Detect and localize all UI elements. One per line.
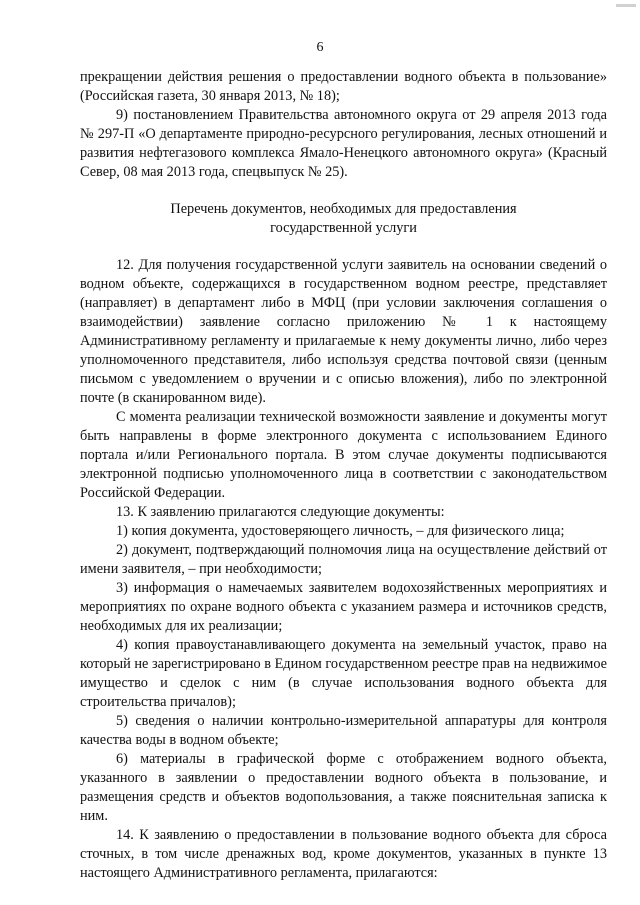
list-item-5: 5) сведения о наличии контрольно-измерительной аппаратуры для контроля качества воды в водном объекте; bbox=[80, 713, 607, 748]
page-number: 6 bbox=[316, 40, 324, 55]
list-item-4: 4) копия правоустанавливающего документа на земельный участок, право на который не зарегистрировано в Едином государственном реестре прав на недвижимое имущество и сделок с ним (в случае использования водного объекта для строительства причалов); bbox=[80, 637, 607, 710]
section-heading-line-1: Перечень документов, необходимых для предоставления bbox=[170, 201, 517, 217]
scan-artifact bbox=[616, 4, 636, 7]
paragraph-item-9: 9) постановлением Правительства автономного округа от 29 апреля 2013 года № 297-П «О департаменте природно-ресурсного регулирования, лесных отношений и развития нефтегазового комплекса Ямало-Ненецкого автономного округа» (Красный Север, 08 мая 2013 года, спецвыпуск № 25). bbox=[80, 107, 607, 180]
paragraph-electronic-submission: С момента реализации технической возможности заявление и документы могут быть направлены в форме электронного документа с использованием Единого портала и/или Регионального портала. В этом случае документы подписываются электронной подписью уполномоченного лица в соответствии с законодательством Российской Федерации. bbox=[80, 409, 607, 501]
list-item-1: 1) копия документа, удостоверяющего личность, – для физического лица; bbox=[116, 523, 565, 539]
list-item-6: 6) материалы в графической форме с отображением водного объекта, указанного в заявлении о предоставлении водного объекта в пользование, и размещения средств и объектов водопользования, а также пояснительная записка к ним. bbox=[80, 751, 607, 824]
section-heading bbox=[80, 200, 607, 238]
paragraph-12: 12. Для получения государственной услуги заявитель на основании сведений о водном объекте, содержащихся в государственном водном реестре, представляет (направляет) в департамент либо в МФЦ (при условии заключения соглашения о взаимодействии) заявление согласно приложению № 1 к настоящему Административному регламенту и прилагаемые к нему документы лично, либо через уполномоченного представителя, либо используя средства почтовой связи (ценным письмом с уведомлением о вручении и с описью вложения), либо по электронной почте (в сканированном виде). bbox=[80, 257, 607, 406]
paragraph-continuation: прекращении действия решения о предоставлении водного объекта в пользование» (Российская газета, 30 января 2013, № 18); bbox=[80, 69, 607, 104]
list-item-3: 3) информация о намечаемых заявителем водохозяйственных мероприятиях и мероприятиях по охране водного объекта с указанием размера и источников средств, необходимых для их реализации; bbox=[80, 580, 607, 634]
paragraph-14: 14. К заявлению о предоставлении в пользование водного объекта для сброса сточных, в том числе дренажных вод, кроме документов, указанных в пункте 13 настоящего Административного регламента, прилагаются: bbox=[80, 827, 607, 881]
list-item-2: 2) документ, подтверждающий полномочия лица на осуществление действий от имени заявителя, – при необходимости; bbox=[80, 542, 607, 577]
section-heading-line-2: государственной услуги bbox=[270, 220, 417, 236]
document-body bbox=[80, 68, 607, 883]
paragraph-13: 13. К заявлению прилагаются следующие документы: bbox=[116, 504, 445, 520]
